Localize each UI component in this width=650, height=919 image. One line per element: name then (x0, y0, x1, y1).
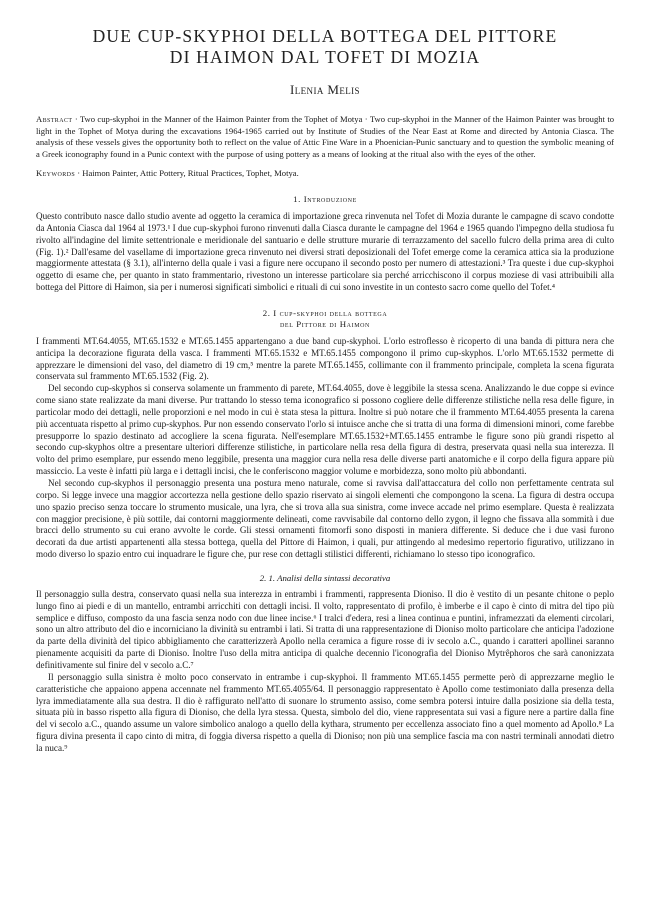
abstract-text: · Two cup-skyphoi in the Manner of the Haimon Painter from the Tophet of Motya · Two cup-skyphoi in the Manner of the Haimon Painter was brought to light in the Tophet of Motya during the excavations 1964-1965 carried out by Institute of Studies of the Near East at Rome and directed by Antonia Ciasca. The analysis of these vessels gives the opportunity both to reflect on the value of Attic Fine Ware in a Phoenician-Punic sanctuary and to question the symbolic meaning of a Greek iconography found in a Punic context with the purpose of using pottery as a means of looking at the ritual also with the eyes of the other. (36, 114, 614, 159)
paragraph: Il personaggio sulla destra, conservato quasi nella sua interezza in entrambi i frammenti, rappresenta Dioniso. Il dio è vestito di un pesante chitone o peplo lungo fino ai piedi e di un mantello, entrambi arricchiti con dettagli incisi. Il volto, rappresentato di profilo, è imberbe e il capo è cinto di mitra del tipo più semplice e diffuso, composto da una fascia senza nodo con due linee incise.⁶ I tralci d'edera, resi a linea continua e puntini, inframezzati da elementi circolari, sono un altro attributo del dio e incorniciano la divinità su entrambi i lati. Si tratta di una rappresentazione di Dioniso molto particolare che anticipa l'adozione da parte della divinità del tipico abbigliamento che caratterizzerà Apollo nella ceramica a figure rosse di iv secolo a.C., quando i caratteri apollinei saranno pienamente acquisiti da parte di Dioniso. Inoltre l'uso della mitra anticipa di qualche decennio l'iconografia del Dioniso Mytrêphoros che sarà canonizzata definitivamente sul finire del v secolo a.C.⁷ (36, 588, 614, 670)
keywords-text: · Haimon Painter, Attic Pottery, Ritual Practices, Tophet, Motya. (77, 168, 299, 179)
article-title (36, 26, 614, 68)
paragraph: Del secondo cup-skyphos si conserva solamente un frammento di parete, MT.64.4055, dove è leggibile la stessa scena. Analizzando le due coppe si evince come siano state realizzate da mani diverse. Pur trattando lo stesso tema iconografico si possono cogliere delle differenze stilistiche nella resa delle figure, in particolar modo dei dettagli, nelle proporzioni e nel modo in cui è stata stesa la pittura. Inoltre si può notare che il frammento MT.64.4055 presenta la carena più accentuata rispetto al primo cup-skyphos. Pur non essendo conservato l'orlo si intuisce anche che si tratta di una forma di dimensioni minori, come farebbe presupporre lo spazio destinato ad accogliere la scena figurata. Nell'esemplare MT.65.1532+MT.65.1455 entrambe le figure sono più grandi rispetto al secondo cup-skyphos oltre a presentare ulteriori differenze stilistiche, in particolare nella resa della figura di destra, preservata quasi nella sua interezza. Il volto del primo esemplare, pur essendo meno leggibile, presenta una maggior cura nella resa delle diverse parti anatomiche e il corpo della figura appare più massiccio. La veste è infatti più larga e i dettagli incisi, che le conferiscono maggior volume e morbidezza, sono molto più abbondanti. (36, 383, 614, 477)
paragraph: Nel secondo cup-skyphos il personaggio presenta una postura meno naturale, come si ravvisa dall'attaccatura del collo non perfettamente centrata sul corpo. Si legge invece una maggior accortezza nella gestione dello spazio riservato ai singoli elementi che compongono la scena. La figura di destra occupa uno spazio preciso senza toccare lo strumento musicale, una lyra, che si trova alla sua sinistra, come invece accade nel primo esemplare. Questa è realizzata con maggior precisione, è più sottile, dai contorni maggiormente delineati, come ravvisabile dal contorno dello zygon, il legno che fissava alla sommità i due bracci dello strumento su cui erano avvolte le corde. Gli stessi ornamenti fitomorfi sono disposti in maniera differente. Si deduce che i due vasi furono decorati da due artisti appartenenti alla stessa bottega, quella del Pittore di Haimon, i quali, pur attingendo al medesimo repertorio figurativo, utilizzano in modo diverso lo spazio entro cui inquadrare le figure che, pur rese con dettagli stilistici differenti, richiamano lo stesso tipo iconografico. (36, 478, 614, 560)
keywords-label: Keywords (36, 168, 76, 179)
section-heading-cup-skyphoi (36, 308, 614, 330)
title-line-2: DI HAIMON DAL TOFET DI MOZIA (169, 47, 481, 67)
section-heading-introduction: 1. Introduzione (293, 193, 357, 204)
section-heading-line-1: 2. I cup-skyphoi della bottega (262, 307, 388, 318)
subsection-heading-analysis: 2. 1. Analisi della sintassi decorativa (259, 572, 391, 583)
section-heading-line-2: del Pittore di Haimon (280, 318, 370, 329)
paragraph: Questo contributo nasce dallo studio avente ad oggetto la ceramica di importazione greca rinvenuta nel Tofet di Mozia durante le campagne di scavo condotte da Antonia Ciasca dal 1964 al 1973.¹ I due cup-skyphoi furono rinvenuti dalla Ciasca durante le campagne del 1964 e 1965 quando l'impegno della studiosa fu rivolto all'indagine del limite settentrionale e meridionale del santuario e delle strutture murarie di terrazzamento del sacello fulcro della prima area di culto (Fig. 1).² Dall'esame del vasellame di importazione greca rinvenuto nei diversi strati deposizionali del Tofet emerge come la ceramica attica sia la produzione maggiormente attestata (§ 3.1), all'interno della quale i vasi a figure nere occupano il secondo posto per numero di attestazioni.³ Tra queste i due cup-skyphoi oggetto di esame che, per quanto in stato frammentario, rivestono un interesse particolare sia perché arricchiscono il corpus moziese di vasi attribuibili alla bottega del Pittore di Haimon, sia per i numerosi significati simbolici e rituali di cui sono investite in un contesto sacro come quello del Tofet.⁴ (36, 210, 614, 293)
abstract-label: Abstract (36, 114, 73, 124)
author-name: Ilenia Melis (290, 82, 360, 97)
abstract (36, 114, 614, 160)
paragraph: I frammenti MT.64.4055, MT.65.1532 e MT.65.1455 appartengano a due band cup-skyphoi. L'orlo estroflesso è ricoperto di una banda di pittura nera che anticipa la decorazione figurata della vasca. I frammenti MT.65.1532 e MT.65.1455 compongono il primo cup-skyphos. L'orlo MT.65.1532 permette di apprezzare le dimensioni del vaso, del diametro di 19 cm,⁵ mentre la parete MT.65.1455, collimante con il frammento principale, completa la scena figurata conservata sul frammento MT.65.1532 (Fig. 2). (36, 335, 614, 382)
title-line-1: DUE CUP-SKYPHOI DELLA BOTTEGA DEL PITTORE (92, 26, 558, 46)
keywords (36, 168, 614, 180)
paragraph: Il personaggio sulla sinistra è molto poco conservato in entrambe i cup-skyphoi. Il frammento MT.65.1455 permette però di apprezzarne meglio le caratteristiche che appaiono appena accennate nel frammento MT.65.4055/64. Il personaggio rappresentato è Apollo come testimoniato dalla presenza della lyra immediatamente alla sua destra. Il dio è raffigurato nell'atto di suonare lo strumento assiso, come sembra potersi intuire dalla posizione sia della testa, situata più in basso rispetto alla figura di Dioniso, che della lyra stessa. Questa, simbolo del dio, viene rappresentata sui vasi a figure nere a partire dalla fine del vi secolo a.C., quando assume un valore simbolico analogo a quello della kytharа, strumento per eccellenza associato fino a quel momento ad Apollo.⁸ La figura divina presenta il capo cinto di mitra, di foggia diversa rispetto a quella di Dioniso; non più una semplice fascia ma con nastri terminali annodati dietro la nuca.⁹ (36, 671, 614, 753)
article-body (36, 194, 614, 755)
